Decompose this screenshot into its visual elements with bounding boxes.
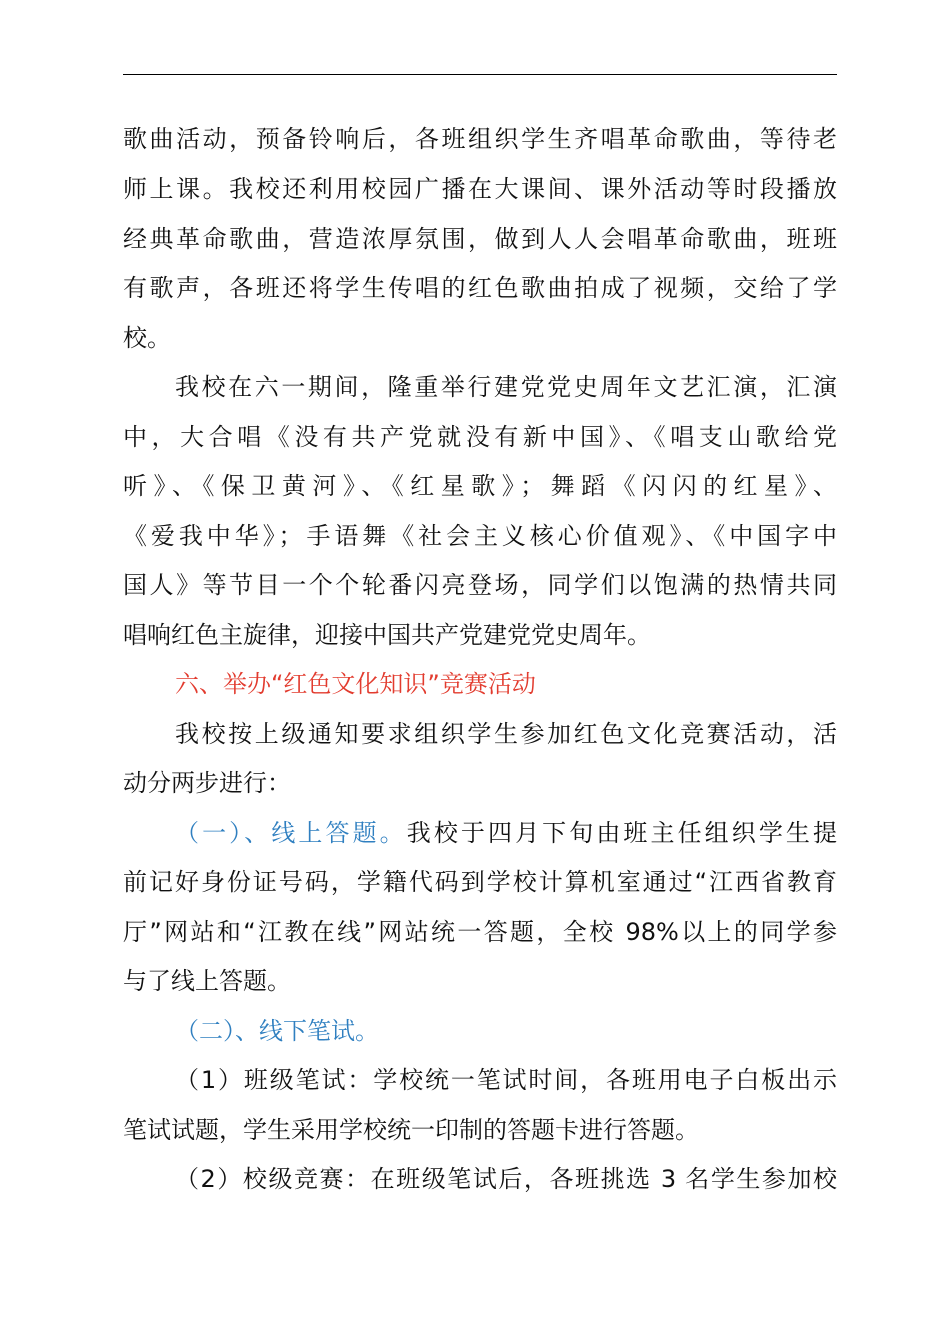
subsection-text: 我校于四月下旬由班主任组织学生提 — [406, 819, 837, 847]
section-heading: 六、举办“红色文化知识”竞赛活动 — [175, 670, 536, 698]
body-text-line: 国人》等节目一个个轮番闪亮登场，同学们以饱满的热情共同 — [123, 571, 837, 599]
body-text-line: 听》、《保卫黄河》、《红星歌》；舞蹈《闪闪的红星》、 — [123, 472, 837, 500]
body-text-line: 《爱我中华》；手语舞《社会主义核心价值观》、《中国字中 — [123, 522, 837, 550]
body-text-line: 我校在六一期间，隆重举行建党党史周年文艺汇演，汇演 — [175, 373, 837, 401]
body-text-line: 师上课。我校还利用校园广播在大课间、课外活动等时段播放 — [123, 175, 837, 203]
body-text-line: 前记好身份证号码，学籍代码到学校计算机室通过“江西省教育 — [123, 868, 837, 896]
subsection-label: （一）、线上答题。 — [175, 819, 407, 847]
body-text-line: 中，大合唱《没有共产党就没有新中国》、《唱支山歌给党 — [123, 423, 837, 451]
body-text-line: 我校按上级通知要求组织学生参加红色文化竞赛活动，活 — [175, 720, 837, 748]
body-text-line: 有歌声，各班还将学生传唱的红色歌曲拍成了视频，交给了学 — [123, 274, 837, 302]
body-text-line: 厅”网站和“江教在线”网站统一答题，全校 98%以上的同学参 — [123, 918, 837, 946]
header-rule — [123, 74, 837, 75]
body-text-line: 动分两步进行： — [123, 769, 291, 797]
body-text-line: 经典革命歌曲，营造浓厚氛围，做到人人会唱革命歌曲，班班 — [123, 225, 837, 253]
body-text-line: （1）班级笔试：学校统一笔试时间，各班用电子白板出示 — [175, 1066, 837, 1094]
body-text-line: 与了线上答题。 — [123, 967, 291, 995]
body-text-line: 笔试试题，学生采用学校统一印制的答题卡进行答题。 — [123, 1116, 699, 1144]
body-text-line: （2）校级竞赛：在班级笔试后，各班挑选 3 名学生参加校 — [175, 1165, 837, 1193]
body-text-line: 歌曲活动，预备铃响后，各班组织学生齐唱革命歌曲，等待老 — [123, 125, 837, 153]
body-text-line: 唱响红色主旋律，迎接中国共产党建党党史周年。 — [123, 621, 651, 649]
subsection-label: （二）、线下笔试。 — [175, 1017, 379, 1045]
body-text-line: 校。 — [123, 324, 171, 352]
subsection-line — [123, 818, 837, 848]
